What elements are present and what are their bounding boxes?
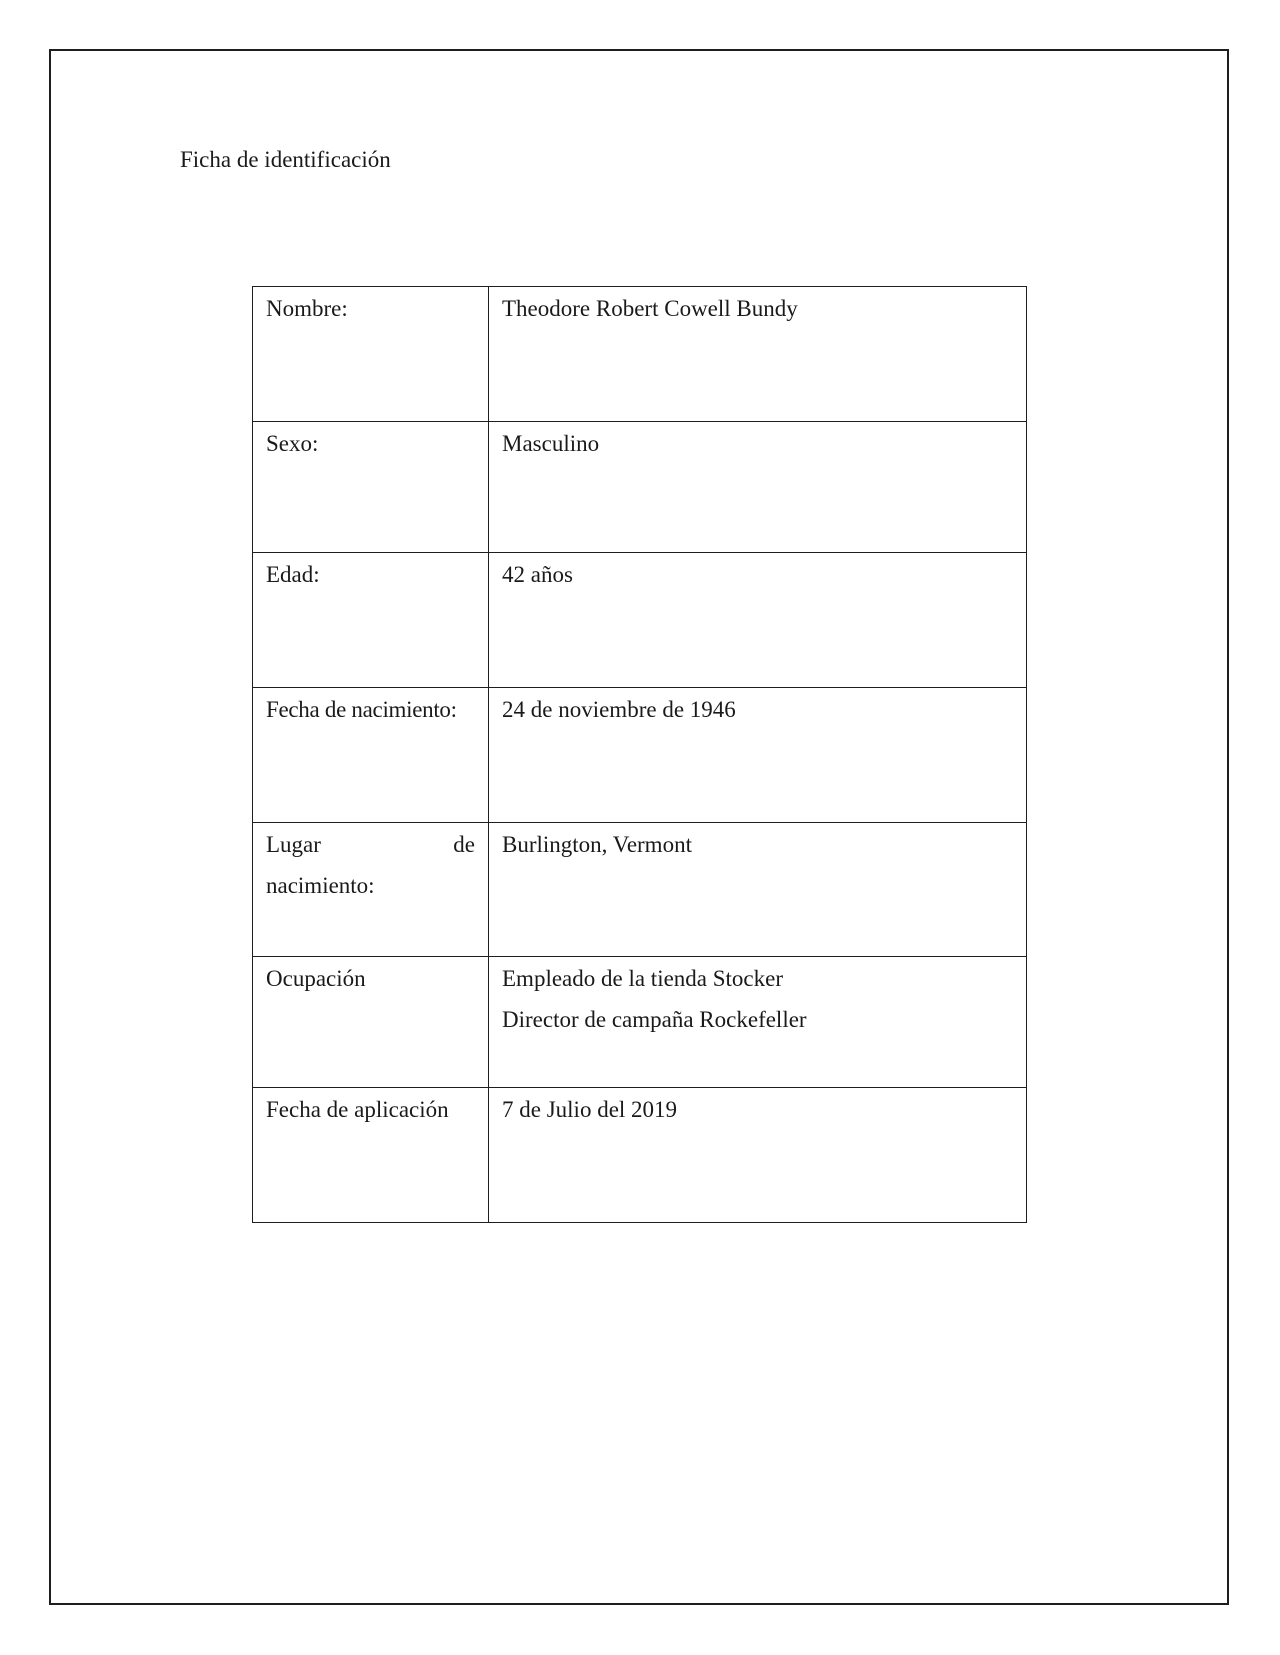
identification-table [252, 286, 1027, 1223]
document-title: Ficha de identificación [180, 147, 391, 172]
value-cell [489, 287, 1027, 422]
value-cell [489, 823, 1027, 957]
table-row [253, 957, 1027, 1088]
label-cell [253, 553, 489, 688]
label-cell [253, 1088, 489, 1223]
value-cell [489, 553, 1027, 688]
row-label-line-1 [266, 824, 475, 865]
label-cell [253, 688, 489, 823]
table-row [253, 553, 1027, 688]
row-label: Fecha de aplicación [266, 1097, 449, 1122]
label-cell [253, 957, 489, 1088]
row-label-line-2: nacimiento: [266, 873, 375, 898]
row-value: Masculino [502, 431, 600, 456]
row-label-word: de [453, 832, 475, 857]
label-cell [253, 287, 489, 422]
row-value: 42 años [502, 562, 573, 587]
row-label: Sexo: [266, 431, 319, 456]
table-row [253, 422, 1027, 553]
value-cell [489, 422, 1027, 553]
table-row [253, 1088, 1027, 1223]
row-label: Edad: [266, 562, 320, 587]
row-label: Ocupación [266, 966, 366, 991]
value-cell [489, 957, 1027, 1088]
row-value: 7 de Julio del 2019 [502, 1097, 678, 1122]
table-row [253, 688, 1027, 823]
table-row [253, 823, 1027, 957]
label-cell [253, 823, 489, 957]
row-value: 24 de noviembre de 1946 [502, 697, 736, 722]
row-value-line-1: Empleado de la tienda Stocker [502, 966, 784, 991]
value-cell [489, 688, 1027, 823]
row-value-line-2: Director de campaña Rockefeller [502, 1007, 807, 1032]
row-value: Burlington, Vermont [502, 832, 692, 857]
row-label: Nombre: [266, 296, 348, 321]
table-row [253, 287, 1027, 422]
row-label-word: Lugar [266, 832, 321, 857]
label-cell [253, 422, 489, 553]
row-value: Theodore Robert Cowell Bundy [502, 296, 798, 321]
value-cell [489, 1088, 1027, 1223]
row-label: Fecha de nacimiento: [266, 697, 457, 722]
